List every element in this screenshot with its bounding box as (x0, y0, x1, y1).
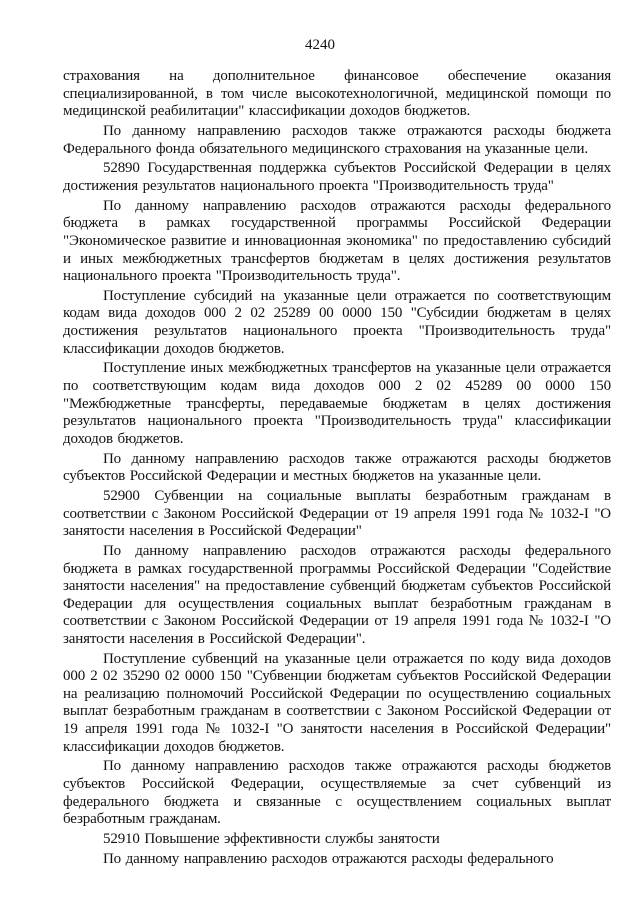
paragraph-52900-regional-expenses: По данному направлению расходов также отражаются расходы бюджетов субъектов Российской Федерации, осуществляемые за счет субвенций из федерального бюджета и связанные с осуществлением социальных выплат безработным гражданам. (63, 758, 611, 828)
section-heading-52900: 52900 Субвенции на социальные выплаты безработным гражданам в соответствии с Законом Российской Федерации от 19 апреля 1991 года № 1032-I "О занятости населения в Российской Федерации" (63, 487, 611, 540)
section-heading-52910: 52910 Повышение эффективности службы занятости (103, 831, 440, 847)
paragraph-52890-regional-expenses: По данному направлению расходов также отражаются расходы бюджетов субъектов Российской Федерации и местных бюджетов на указанные цели. (63, 450, 611, 485)
paragraph-52900-subventions-income: Поступление субвенций на указанные цели отражается по коду вида доходов 000 2 02 35290 02 0000 150 "Субвенции бюджетам субъектов Российской Федерации на реализацию полномочий Российской Федерации по осуществлению социальных выплат безработным гражданам в соответствии с Законом Российской Федерации от 19 апреля 1991 года № 1032-I "О занятости населения в Российской Федерации" классификации доходов бюджетов. (63, 650, 611, 755)
paragraph-continuation: страхования на дополнительное финансовое обеспечение оказания специализированной, в том числе высокотехнологичной, медицинской помощи по медицинской реабилитации" классификации доходов бюджетов. (63, 68, 611, 120)
paragraph-52890-transfers-income: Поступление иных межбюджетных трансфертов на указанные цели отражается по соответствующим кодам вида доходов 000 2 02 45289 00 0000 150 "Межбюджетные трансферты, передаваемые бюджетам в целях достижения результатов национального проекта "Производительность труда" классификации доходов бюджетов. (63, 360, 611, 447)
paragraph-52890-federal-expenses: По данному направлению расходов отражаются расходы федерального бюджета в рамках государственной программы Российской Федерации "Экономическое развитие и инновационная экономика" по предоставлению субсидий и иных межбюджетных трансфертов бюджетам в целях достижения результатов национального проекта "Производительность труда". (63, 197, 611, 285)
paragraph-52890-subsidies-income: Поступление субсидий на указанные цели отражается по соответствующим кодам вида доходов 000 2 02 25289 00 0000 150 "Субсидии бюджетам в целях достижения результатов национального проекта "Производительность труда" классификации доходов бюджетов. (63, 287, 611, 357)
page-number: 4240 (305, 37, 335, 53)
document-body (63, 68, 611, 871)
paragraph-ffoms-expenses: По данному направлению расходов также отражаются расходы бюджета Федерального фонда обязательного медицинского страхования на указанные цели. (63, 122, 611, 157)
paragraph-52910-federal-expenses: По данному направлению расходов отражаются расходы федерального (103, 850, 554, 867)
paragraph-52900-federal-expenses: По данному направлению расходов отражаются расходы федерального бюджета в рамках государственной программы Российской Федерации "Содействие занятости населения" на предоставление субвенций бюджетам субъектов Российской Федерации для осуществления социальных выплат безработным гражданам в соответствии с Законом Российской Федерации от 19 апреля 1991 года № 1032-I "О занятости населения в Российской Федерации". (63, 542, 611, 647)
section-heading-52890: 52890 Государственная поддержка субъектов Российской Федерации в целях достижения результатов национального проекта "Производительность труда" (63, 160, 611, 194)
